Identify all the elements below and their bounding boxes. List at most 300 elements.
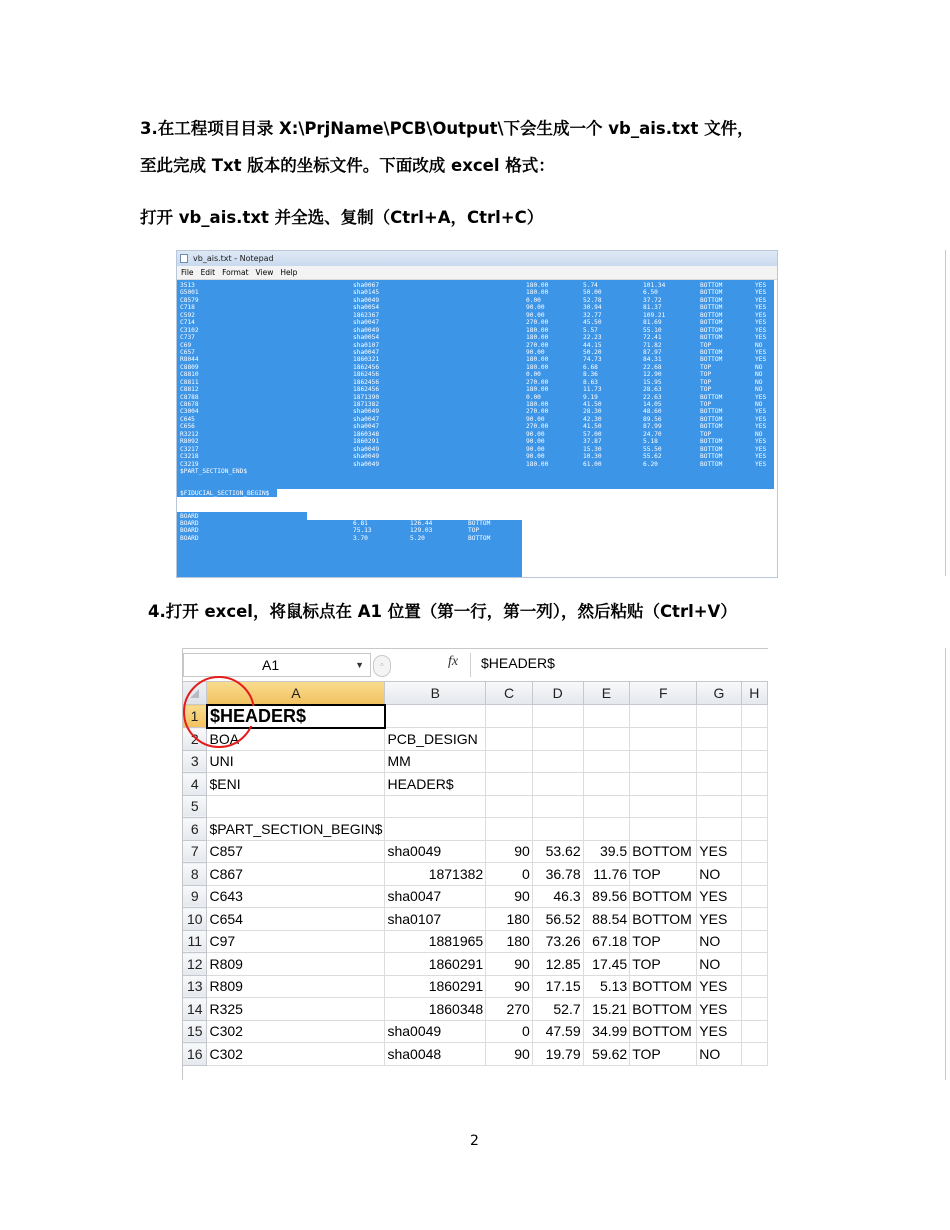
sheet-row — [183, 908, 768, 931]
notepad-field: 90.00 — [526, 415, 545, 423]
sheet-row — [183, 953, 768, 976]
notepad-field: 41.50 — [583, 423, 602, 431]
notepad-field: 30.94 — [583, 304, 602, 312]
notepad-field: YES — [755, 326, 767, 334]
cell-b2[interactable]: PCB_DESIGN — [385, 728, 486, 751]
row-header[interactable]: 1 — [183, 705, 207, 728]
notepad-field: sha0047 — [353, 319, 380, 327]
notepad-field: 5.00 — [410, 505, 425, 513]
row-header[interactable]: 7 — [183, 840, 207, 863]
name-box[interactable] — [183, 653, 371, 677]
notepad-screenshot — [176, 250, 778, 578]
cell-g13[interactable]: YES — [697, 975, 741, 998]
notepad-field: 74.73 — [583, 356, 602, 364]
cell-c15[interactable]: 0 — [486, 1020, 533, 1043]
cell-e14[interactable]: 15.21 — [583, 998, 630, 1021]
cell-d16[interactable]: 19.79 — [532, 1043, 583, 1066]
notepad-field: NO — [755, 386, 763, 394]
formula-bar — [183, 648, 768, 682]
column-header[interactable]: G — [697, 682, 741, 705]
cell-d9[interactable]: 46.3 — [532, 885, 583, 908]
row-header[interactable]: 13 — [183, 975, 207, 998]
cell-h9[interactable] — [741, 885, 767, 908]
notepad-field: YES — [755, 460, 767, 468]
sheet-row — [183, 863, 768, 886]
notepad-menu-item[interactable]: Help — [280, 268, 298, 277]
cell-b6[interactable] — [385, 818, 486, 841]
notepad-field: G5001 — [180, 289, 199, 297]
cell-c13[interactable]: 90 — [486, 975, 533, 998]
cell-g1[interactable] — [697, 705, 741, 728]
cell-d15[interactable]: 47.59 — [532, 1020, 583, 1043]
notepad-field: BOTTOM — [700, 460, 723, 468]
cell-b8[interactable]: 1871382 — [385, 863, 486, 886]
notepad-field: TOP — [700, 363, 712, 371]
notepad-field: 109.21 — [643, 311, 666, 319]
notepad-field: 15.95 — [643, 378, 662, 386]
row-header[interactable]: 14 — [183, 998, 207, 1021]
sheet-row — [183, 1043, 768, 1066]
notepad-field: 90.00 — [526, 438, 545, 446]
notepad-field: BOARD — [180, 527, 199, 535]
cell-f16[interactable]: TOP — [630, 1043, 697, 1066]
notepad-field: R8092 — [180, 438, 199, 446]
cell-b11[interactable]: 1881965 — [385, 930, 486, 953]
notepad-field: NO — [755, 378, 763, 386]
cell-f1[interactable] — [630, 705, 697, 728]
notepad-field: TOP — [700, 341, 712, 349]
notepad-field: 5.57 — [583, 326, 598, 334]
cell-text: $PART_SECTION_BEGIN$ — [209, 820, 383, 837]
notepad-field: TOP — [700, 430, 712, 438]
notepad-field: 24.70 — [643, 430, 662, 438]
sheet-row — [183, 975, 768, 998]
notepad-field: 1860321 — [353, 356, 380, 364]
notepad-field: 84.31 — [643, 356, 662, 364]
notepad-field: 75.13 — [353, 527, 372, 535]
cell-e7[interactable]: 39.5 — [583, 840, 630, 863]
notepad-field: BOARD — [180, 512, 199, 520]
notepad-menu-item[interactable]: Format — [222, 268, 249, 277]
notepad-icon — [180, 254, 188, 263]
notepad-field: 52.78 — [583, 296, 602, 304]
notepad-field: 72.41 — [643, 334, 662, 342]
cell-d5[interactable] — [532, 795, 583, 818]
cell-b4[interactable]: HEADER$ — [385, 773, 486, 796]
cell-f8[interactable]: TOP — [630, 863, 697, 886]
cell-b15[interactable]: sha0049 — [385, 1020, 486, 1043]
notepad-field: R3212 — [180, 430, 199, 438]
column-header[interactable]: H — [741, 682, 767, 705]
notepad-field: C8579 — [180, 296, 199, 304]
cell-b3[interactable]: MM — [385, 750, 486, 773]
cell-b7[interactable]: sha0049 — [385, 840, 486, 863]
column-header[interactable]: A — [207, 682, 385, 705]
cell-d8[interactable]: 36.78 — [532, 863, 583, 886]
cell-f11[interactable]: TOP — [630, 930, 697, 953]
notepad-field: NO — [755, 430, 763, 438]
notepad-field: C718 — [180, 304, 195, 312]
cell-c16[interactable]: 90 — [486, 1043, 533, 1066]
notepad-field: YES — [755, 445, 767, 453]
cell-e10[interactable]: 88.54 — [583, 908, 630, 931]
formula-bar-resize-icon[interactable]: ◦ — [373, 655, 391, 677]
notepad-field: YES — [755, 415, 767, 423]
cell-e3[interactable] — [583, 750, 630, 773]
notepad-field: BOARD — [180, 505, 199, 513]
cell-a13[interactable]: R809 — [207, 975, 385, 998]
notepad-field: C657 — [180, 348, 195, 356]
notepad-field: C3217 — [180, 445, 199, 453]
cell-e4[interactable] — [583, 773, 630, 796]
cell-b9[interactable]: sha0047 — [385, 885, 486, 908]
cell-e16[interactable]: 59.62 — [583, 1043, 630, 1066]
notepad-title-bar — [177, 251, 777, 266]
page-edge-line-bottom — [945, 648, 946, 1080]
spreadsheet-grid — [183, 682, 768, 1066]
cell-f3[interactable] — [630, 750, 697, 773]
cell-a5[interactable] — [207, 795, 385, 818]
cell-d11[interactable]: 73.26 — [532, 930, 583, 953]
notepad-field: C3218 — [180, 453, 199, 461]
notepad-field: BOARD — [180, 497, 199, 505]
notepad-field: sha0049 — [353, 296, 380, 304]
notepad-field: 1871382 — [353, 401, 380, 408]
cell-c12[interactable]: 90 — [486, 953, 533, 976]
cell-h12[interactable] — [741, 953, 767, 976]
row-header[interactable]: 12 — [183, 953, 207, 976]
notepad-field: 87.99 — [643, 423, 662, 431]
notepad-field: 10.30 — [583, 453, 602, 461]
cell-d6[interactable] — [532, 818, 583, 841]
cell-a7[interactable]: C857 — [207, 840, 385, 863]
notepad-text-area[interactable] — [177, 280, 777, 577]
cell-a1[interactable] — [207, 705, 385, 728]
notepad-field: sha0054 — [353, 334, 380, 342]
cell-h11[interactable] — [741, 930, 767, 953]
notepad-field: BOTTOM — [700, 356, 723, 364]
cell-c1[interactable] — [486, 705, 533, 728]
cell-h16[interactable] — [741, 1043, 767, 1066]
notepad-field: 90.00 — [526, 430, 545, 438]
notepad-field: sha0054 — [353, 304, 380, 312]
cell-a8[interactable]: C867 — [207, 863, 385, 886]
cell-b10[interactable]: sha0107 — [385, 908, 486, 931]
column-header-row — [183, 682, 768, 705]
insert-function-icon[interactable]: fx — [448, 654, 459, 669]
notepad-field: BOTTOM — [700, 423, 723, 431]
notepad-field: sha0047 — [353, 423, 380, 431]
cell-h3[interactable] — [741, 750, 767, 773]
cell-h15[interactable] — [741, 1020, 767, 1043]
row-header[interactable]: 11 — [183, 930, 207, 953]
cell-a2[interactable]: BOA — [207, 728, 385, 751]
notepad-field: 180.00 — [526, 401, 549, 408]
cell-a15[interactable]: C302 — [207, 1020, 385, 1043]
notepad-field: sha0049 — [353, 445, 380, 453]
cell-g4[interactable] — [697, 773, 741, 796]
notepad-field: 41.50 — [583, 401, 602, 408]
cell-b14[interactable]: 1860348 — [385, 998, 486, 1021]
notepad-field: 87.97 — [643, 348, 662, 356]
notepad-field: 108.48 — [410, 497, 433, 505]
cell-d13[interactable]: 17.15 — [532, 975, 583, 998]
cell-b16[interactable]: sha0048 — [385, 1043, 486, 1066]
cell-d7[interactable]: 53.62 — [532, 840, 583, 863]
cell-f6[interactable] — [630, 818, 697, 841]
cell-c11[interactable]: 180 — [486, 930, 533, 953]
cell-f15[interactable]: BOTTOM — [630, 1020, 697, 1043]
sheet-row — [183, 930, 768, 953]
cell-h6[interactable] — [741, 818, 767, 841]
cell-f14[interactable]: BOTTOM — [630, 998, 697, 1021]
notepad-field: 15.30 — [583, 445, 602, 453]
column-header[interactable]: E — [583, 682, 630, 705]
notepad-field: 75.00 — [353, 512, 372, 520]
row-header[interactable]: 8 — [183, 863, 207, 886]
notepad-field: 1862456 — [353, 371, 380, 379]
notepad-field: 57.00 — [583, 430, 602, 438]
cell-c4[interactable] — [486, 773, 533, 796]
notepad-field: BOTTOM — [700, 438, 723, 446]
notepad-field: 3513 — [180, 282, 195, 289]
cell-a12[interactable]: R809 — [207, 953, 385, 976]
cell-a14[interactable]: R325 — [207, 998, 385, 1021]
notepad-field: BOARD — [180, 520, 199, 527]
notepad-field: C645 — [180, 415, 195, 423]
notepad-field: 8.63 — [583, 378, 598, 386]
notepad-field: C8811 — [180, 378, 199, 386]
notepad-field: 55.10 — [643, 326, 662, 334]
notepad-field: 89.56 — [643, 415, 662, 423]
cell-e12[interactable]: 17.45 — [583, 953, 630, 976]
cell-c7[interactable]: 90 — [486, 840, 533, 863]
cell-a4[interactable]: $ENI — [207, 773, 385, 796]
notepad-field: NO — [755, 341, 763, 349]
notepad-field: 8.36 — [583, 371, 598, 379]
notepad-field: BOTTOM — [468, 534, 491, 542]
notepad-field: 45.50 — [583, 319, 602, 327]
notepad-field: 81.69 — [643, 319, 662, 327]
cell-g16[interactable]: NO — [697, 1043, 741, 1066]
cell-d2[interactable] — [532, 728, 583, 751]
notepad-field: 1860348 — [353, 430, 380, 438]
cell-c8[interactable]: 0 — [486, 863, 533, 886]
column-header[interactable]: D — [532, 682, 583, 705]
column-header[interactable]: C — [486, 682, 533, 705]
cell-f4[interactable] — [630, 773, 697, 796]
cell-h2[interactable] — [741, 728, 767, 751]
notepad-field: BOTTOM — [700, 415, 723, 423]
notepad-field: 270.00 — [526, 319, 549, 327]
row-header[interactable]: 9 — [183, 885, 207, 908]
cell-f7[interactable]: BOTTOM — [630, 840, 697, 863]
notepad-field: 1862456 — [353, 378, 380, 386]
notepad-field: R8044 — [180, 356, 199, 364]
cell-c9[interactable]: 90 — [486, 885, 533, 908]
row-header[interactable]: 15 — [183, 1020, 207, 1043]
cell-a6[interactable] — [207, 818, 385, 841]
cell-d3[interactable] — [532, 750, 583, 773]
paragraph-step3-line1: 3.在工程项目目录 X:\PrjName\PCB\Output\下会生成一个 vb_ais.txt 文件， — [140, 119, 754, 138]
cell-a11[interactable]: C97 — [207, 930, 385, 953]
notepad-field: 270.00 — [526, 408, 549, 416]
notepad-field: 90.00 — [526, 304, 545, 312]
notepad-field: 9.19 — [583, 393, 598, 401]
cell-h7[interactable] — [741, 840, 767, 863]
cell-a16[interactable]: C302 — [207, 1043, 385, 1066]
notepad-field: BOTTOM — [700, 453, 723, 461]
cell-e8[interactable]: 11.76 — [583, 863, 630, 886]
cell-g7[interactable]: YES — [697, 840, 741, 863]
cell-e11[interactable]: 67.18 — [583, 930, 630, 953]
notepad-field: BOTTOM — [700, 326, 723, 334]
sheet-row — [183, 818, 768, 841]
notepad-field: 270.00 — [526, 423, 549, 431]
cell-h8[interactable] — [741, 863, 767, 886]
cell-h4[interactable] — [741, 773, 767, 796]
row-header[interactable]: 3 — [183, 750, 207, 773]
column-header[interactable]: B — [385, 682, 486, 705]
row-header[interactable]: 4 — [183, 773, 207, 796]
notepad-field: YES — [755, 289, 767, 297]
column-header[interactable]: F — [630, 682, 697, 705]
notepad-field: 37.87 — [583, 438, 602, 446]
notepad-field: 61.00 — [583, 460, 602, 468]
cell-a3[interactable]: UNI — [207, 750, 385, 773]
cell-g10[interactable]: YES — [697, 908, 741, 931]
row-header[interactable]: 2 — [183, 728, 207, 751]
cell-f2[interactable] — [630, 728, 697, 751]
cell-g12[interactable]: NO — [697, 953, 741, 976]
cell-a9[interactable]: C643 — [207, 885, 385, 908]
notepad-field: BOTTOM — [468, 520, 491, 527]
cell-b5[interactable] — [385, 795, 486, 818]
cell-a10[interactable]: C654 — [207, 908, 385, 931]
notepad-field: 270.00 — [526, 378, 549, 386]
cell-h13[interactable] — [741, 975, 767, 998]
notepad-field: BOTTOM — [700, 445, 723, 453]
notepad-field: TOP — [468, 527, 480, 535]
cell-g14[interactable]: YES — [697, 998, 741, 1021]
notepad-field: 11.30 — [353, 497, 372, 505]
notepad-field: 180.00 — [526, 363, 549, 371]
cell-e1[interactable] — [583, 705, 630, 728]
cell-g2[interactable] — [697, 728, 741, 751]
cell-f13[interactable]: BOTTOM — [630, 975, 697, 998]
cell-c2[interactable] — [486, 728, 533, 751]
notepad-menu-bar — [177, 266, 777, 280]
sheet-row — [183, 795, 768, 818]
cell-f9[interactable]: BOTTOM — [630, 885, 697, 908]
notepad-field: sha0067 — [353, 282, 380, 289]
row-header[interactable]: 6 — [183, 818, 207, 841]
notepad-field: BOTTOM — [700, 319, 723, 327]
notepad-field: 32.77 — [583, 311, 602, 319]
row-header[interactable]: 10 — [183, 908, 207, 931]
cell-g15[interactable]: YES — [697, 1020, 741, 1043]
notepad-field: 28.63 — [643, 386, 662, 394]
cell-e2[interactable] — [583, 728, 630, 751]
chevron-down-icon[interactable]: ▼ — [355, 660, 364, 670]
cell-d12[interactable]: 12.85 — [532, 953, 583, 976]
cell-g5[interactable] — [697, 795, 741, 818]
notepad-field: YES — [755, 296, 767, 304]
cell-d4[interactable] — [532, 773, 583, 796]
notepad-field: 0.00 — [526, 371, 541, 379]
cell-h10[interactable] — [741, 908, 767, 931]
cell-h1[interactable] — [741, 705, 767, 728]
cell-e9[interactable]: 89.56 — [583, 885, 630, 908]
cell-d10[interactable]: 56.52 — [532, 908, 583, 931]
row-header[interactable]: 5 — [183, 795, 207, 818]
notepad-field: C8810 — [180, 371, 199, 379]
notepad-field: sha0049 — [353, 453, 380, 461]
cell-h5[interactable] — [741, 795, 767, 818]
notepad-field: YES — [755, 356, 767, 364]
notepad-menu-item[interactable]: Edit — [200, 268, 216, 277]
cell-e15[interactable]: 34.99 — [583, 1020, 630, 1043]
notepad-field: C8812 — [180, 386, 199, 394]
formula-input[interactable]: $HEADER$ — [481, 655, 555, 671]
notepad-field: 28.30 — [583, 408, 602, 416]
notepad-menu-item[interactable]: File — [181, 268, 194, 277]
cell-d14[interactable]: 52.7 — [532, 998, 583, 1021]
notepad-section-marker: $PART_SECTION_END$ — [180, 467, 248, 475]
cell-g3[interactable] — [697, 750, 741, 773]
cell-f5[interactable] — [630, 795, 697, 818]
cell-d1[interactable] — [532, 705, 583, 728]
notepad-field: 1862367 — [353, 311, 380, 319]
notepad-field: C656 — [180, 423, 195, 431]
notepad-field: BOTTOM — [700, 408, 723, 416]
cell-c3[interactable] — [486, 750, 533, 773]
notepad-menu-item[interactable]: View — [255, 268, 274, 277]
cell-f12[interactable]: TOP — [630, 953, 697, 976]
cell-e5[interactable] — [583, 795, 630, 818]
cell-g9[interactable]: YES — [697, 885, 741, 908]
cell-b12[interactable]: 1860291 — [385, 953, 486, 976]
cell-b13[interactable]: 1860291 — [385, 975, 486, 998]
cell-h14[interactable] — [741, 998, 767, 1021]
cell-c6[interactable] — [486, 818, 533, 841]
notepad-field: 50.20 — [583, 348, 602, 356]
cell-f10[interactable]: BOTTOM — [630, 908, 697, 931]
cell-b1[interactable] — [385, 705, 486, 728]
notepad-field: 48.60 — [643, 408, 662, 416]
notepad-field: sha0047 — [353, 348, 380, 356]
notepad-field: sha0049 — [353, 408, 380, 416]
notepad-field: sha0107 — [353, 341, 380, 349]
notepad-field: YES — [755, 282, 767, 289]
notepad-field: 90.00 — [526, 445, 545, 453]
notepad-field: YES — [755, 348, 767, 356]
cell-c5[interactable] — [486, 795, 533, 818]
notepad-field: 90.00 — [526, 311, 545, 319]
page-edge-line-top — [945, 250, 946, 576]
cell-g8[interactable]: NO — [697, 863, 741, 886]
cell-g6[interactable] — [697, 818, 741, 841]
notepad-field: YES — [755, 311, 767, 319]
cell-c14[interactable]: 270 — [486, 998, 533, 1021]
cell-e13[interactable]: 5.13 — [583, 975, 630, 998]
notepad-field: YES — [755, 393, 767, 401]
sheet-row — [183, 885, 768, 908]
row-header[interactable]: 16 — [183, 1043, 207, 1066]
cell-g11[interactable]: NO — [697, 930, 741, 953]
cell-c10[interactable]: 180 — [486, 908, 533, 931]
cell-e6[interactable] — [583, 818, 630, 841]
